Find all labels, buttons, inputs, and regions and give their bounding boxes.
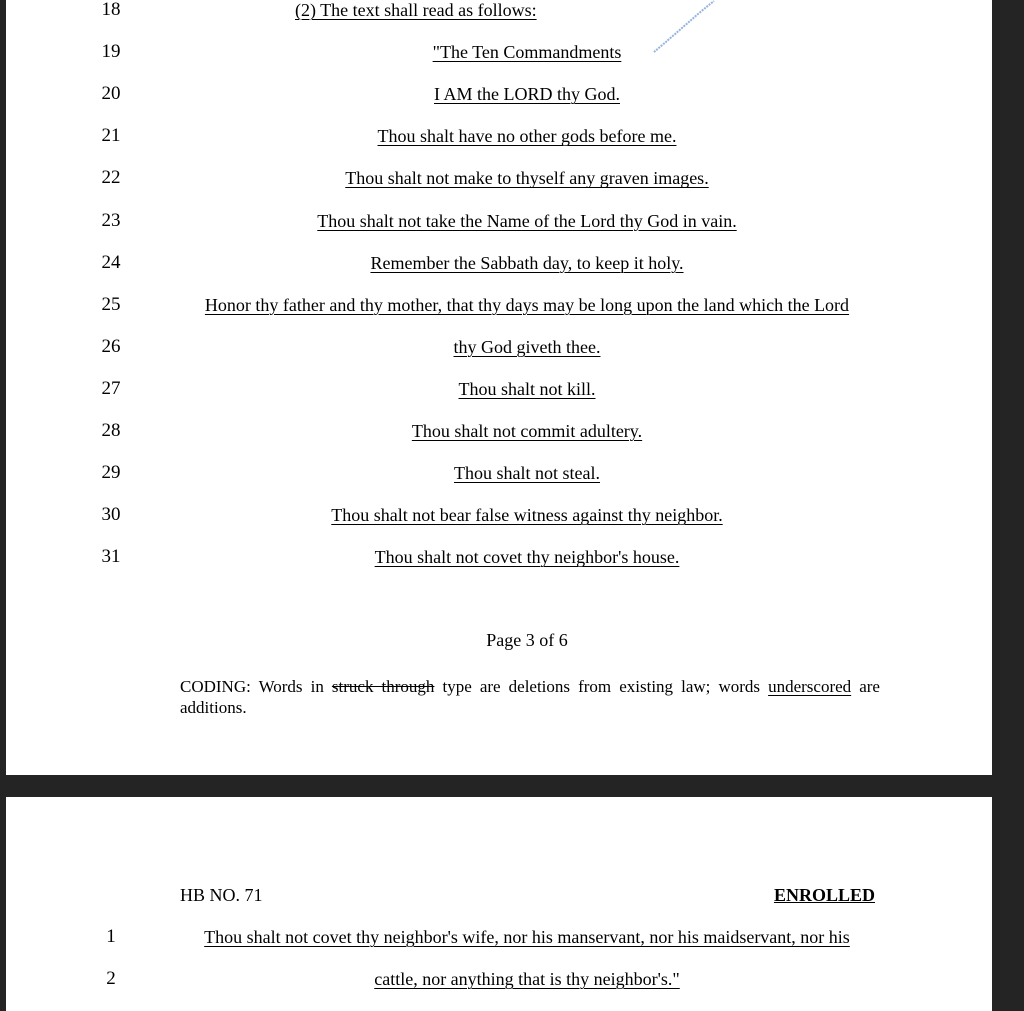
line-text-content: Thou shalt not kill. xyxy=(458,378,596,399)
line-text-content: thy God giveth thee. xyxy=(453,336,601,357)
line-text-content: (2) The text shall read as follows: xyxy=(295,0,537,20)
coding-underscored-example: underscored xyxy=(768,677,852,696)
document-line xyxy=(6,293,992,317)
coding-suffix: are additions. xyxy=(180,677,880,717)
line-text xyxy=(295,0,895,22)
line-text-content: Thou shalt not bear false witness against thy neighbor. xyxy=(331,505,723,526)
line-text-content: Remember the Sabbath day, to keep it holy. xyxy=(370,252,684,273)
line-text xyxy=(176,40,878,64)
document-line xyxy=(6,377,992,401)
coding-legend xyxy=(180,676,880,718)
document-line xyxy=(6,503,992,527)
scrollbar-track[interactable] xyxy=(992,0,1024,1011)
line-text xyxy=(176,419,878,443)
document-line xyxy=(6,925,992,949)
coding-prefix: CODING: Words in xyxy=(180,677,332,696)
line-text-content: Thou shalt not covet thy neighbor's wife, nor his manservant, nor his maidservant, nor his xyxy=(204,927,850,947)
line-text-content: Thou shalt not steal. xyxy=(454,463,600,484)
line-number: 19 xyxy=(101,41,121,63)
coding-struck-example: struck through xyxy=(331,677,435,696)
page-number: Page 3 of 6 xyxy=(486,630,568,650)
document-line xyxy=(6,82,992,106)
line-text xyxy=(176,293,878,317)
line-text xyxy=(176,209,878,233)
line-text xyxy=(176,82,878,106)
line-text-content: cattle, nor anything that is thy neighbor's." xyxy=(374,969,680,989)
document-line xyxy=(6,166,992,190)
line-text-content: Thou shalt not make to thyself any graven images. xyxy=(345,168,709,189)
bill-number: HB NO. 71 xyxy=(180,885,263,905)
line-number: 18 xyxy=(101,0,121,20)
line-text xyxy=(176,251,878,275)
document-page-3 xyxy=(6,0,992,775)
line-text-content: "The Ten Commandments xyxy=(432,42,622,63)
coding-middle: type are deletions from existing law; words xyxy=(434,677,769,696)
line-number: 28 xyxy=(101,420,121,441)
document-line xyxy=(6,461,992,485)
line-text xyxy=(176,967,878,991)
line-number: 24 xyxy=(101,251,121,273)
document-line xyxy=(6,335,992,359)
document-line xyxy=(6,40,992,64)
document-line xyxy=(6,545,992,569)
enrolled-status: ENROLLED xyxy=(773,885,875,905)
line-number: 20 xyxy=(101,83,121,105)
line-text xyxy=(176,503,878,527)
line-number: 25 xyxy=(101,293,121,315)
line-text-content: Thou shalt not take the Name of the Lord thy God in vain. xyxy=(317,210,737,231)
line-text-content: Thou shalt not covet thy neighbor's house. xyxy=(374,547,680,568)
document-line xyxy=(6,419,992,443)
document-line xyxy=(6,967,992,991)
document-line xyxy=(6,251,992,275)
line-number: 29 xyxy=(101,462,121,484)
line-number: 22 xyxy=(101,167,121,189)
line-number: 21 xyxy=(101,125,121,147)
line-number: 30 xyxy=(101,504,121,526)
line-text-content: Honor thy father and thy mother, that thy days may be long upon the land which the Lord xyxy=(204,294,850,315)
line-text xyxy=(176,461,878,485)
line-number: 23 xyxy=(101,209,121,231)
line-number: 31 xyxy=(101,546,121,568)
line-number: 26 xyxy=(101,335,121,357)
document-page-4 xyxy=(6,797,992,1011)
line-number: 27 xyxy=(101,377,121,399)
line-number: 1 xyxy=(106,926,116,947)
line-text-content: Thou shalt not commit adultery. xyxy=(411,421,643,441)
line-text xyxy=(176,124,878,148)
line-text xyxy=(176,166,878,190)
document-line xyxy=(6,124,992,148)
line-text-content: Thou shalt have no other gods before me. xyxy=(377,126,677,147)
line-text xyxy=(176,545,878,569)
line-text-content: I AM the LORD thy God. xyxy=(434,84,620,105)
document-line xyxy=(6,0,992,22)
line-text xyxy=(176,335,878,359)
line-text xyxy=(176,377,878,401)
line-text xyxy=(176,925,878,949)
line-number: 2 xyxy=(106,968,116,989)
document-line xyxy=(6,209,992,233)
pen-mark-icon xyxy=(652,0,716,56)
